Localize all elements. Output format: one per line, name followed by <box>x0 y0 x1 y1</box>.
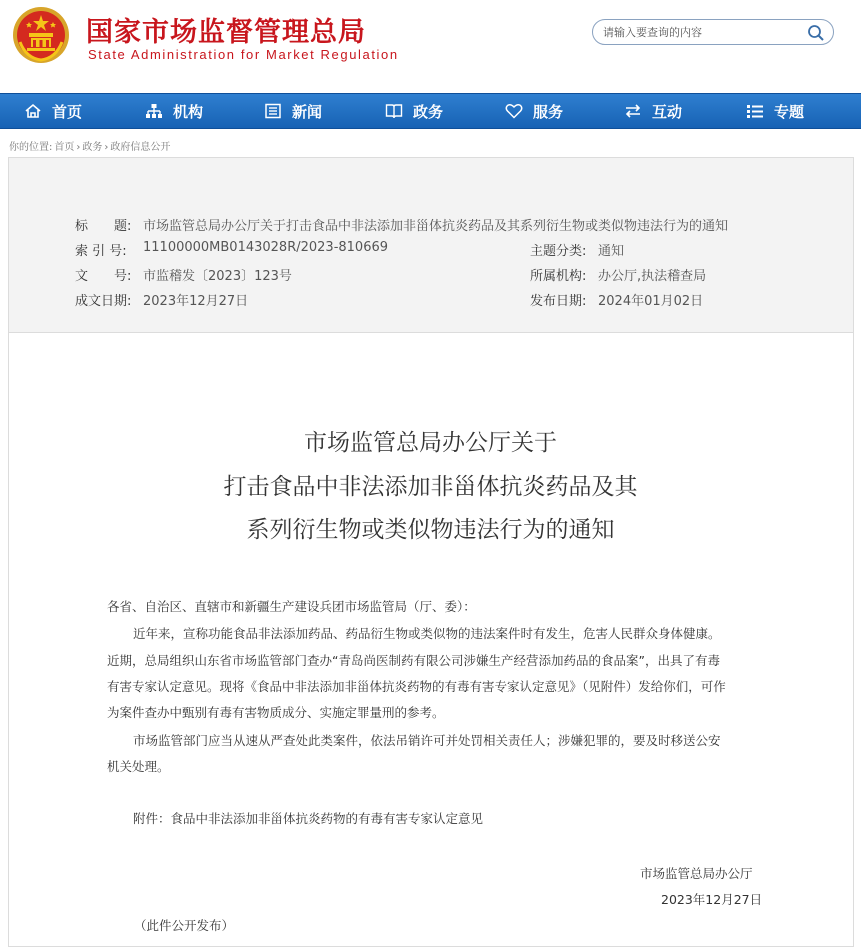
org-chart-icon <box>145 103 163 119</box>
attachment-link[interactable]: 附件：食品中非法添加非甾体抗炎药物的有毒有害专家认定意见 <box>133 811 484 826</box>
body-line: 为案件查办中甄别有毒有害物质成分、实施定罪量刑的参考。 <box>107 705 445 720</box>
national-emblem-icon[interactable] <box>12 6 70 64</box>
body-line: 近期，总局组织山东省市场监管部门查办“青岛尚医制药有限公司涉嫌生产经营添加药品的食品案”，出具了有毒 <box>107 653 720 668</box>
category-label: 主题分类: <box>530 244 587 259</box>
published-date-label: 发布日期: <box>530 294 587 309</box>
nav-label: 互动 <box>652 102 683 121</box>
home-icon <box>24 103 42 119</box>
breadcrumb <box>9 138 172 153</box>
document-title-line: 市场监管总局办公厅关于 <box>304 430 557 456</box>
org-value: 办公厅,执法稽查局 <box>598 269 707 284</box>
nav-item-topics[interactable] <box>746 94 804 128</box>
docno-value: 市监稽发〔2023〕123号 <box>143 269 292 284</box>
breadcrumb-item-home[interactable]: 首页 <box>54 142 75 153</box>
breadcrumb-item-info[interactable]: 政府信息公开 <box>110 142 171 153</box>
nav-item-news[interactable] <box>264 94 322 128</box>
published-date-value: 2024年01月02日 <box>598 294 704 309</box>
search-input[interactable] <box>603 24 793 40</box>
nav-item-interact[interactable] <box>624 94 682 128</box>
docno-label: 文 号: <box>75 269 132 284</box>
signature-date: 2023年12月27日 <box>661 892 763 907</box>
nav-label: 新闻 <box>292 102 323 121</box>
body-line: 近年来，宣称功能食品非法添加药品、药品衍生物或类似物的违法案件时有发生，危害人民群众身体健康。 <box>133 626 721 641</box>
newspaper-icon <box>264 103 282 119</box>
document-title-line: 系列衍生物或类似物违法行为的通知 <box>246 517 615 543</box>
nav-item-service[interactable] <box>505 94 563 128</box>
metadata-panel <box>9 158 853 333</box>
org-label: 所属机构: <box>530 269 587 284</box>
signature-org: 市场监管总局办公厅 <box>640 866 753 881</box>
site-name-cn[interactable]: 国家市场监督管理总局 <box>86 17 366 48</box>
site-name-en: State Administration for Market Regulation <box>88 47 399 62</box>
search-box <box>592 19 834 45</box>
nav-label: 专题 <box>774 102 805 121</box>
title-label: 标 题: <box>75 219 132 234</box>
nav-label: 机构 <box>173 102 204 121</box>
nav-label: 政务 <box>413 102 444 121</box>
main-nav <box>0 93 861 129</box>
site-header <box>0 0 861 92</box>
breadcrumb-separator: › <box>76 142 81 153</box>
index-value: 11100000MB0143028R/2023-810669 <box>143 240 389 255</box>
nav-label: 首页 <box>52 102 83 121</box>
search-icon[interactable] <box>807 24 825 42</box>
exchange-icon <box>624 103 642 119</box>
document-title-line: 打击食品中非法添加非甾体抗炎药品及其 <box>223 474 638 500</box>
title-value: 市场监管总局办公厅关于打击食品中非法添加非甾体抗炎药品及其系列衍生物或类似物违法行为的通知 <box>143 219 729 234</box>
heart-icon <box>505 103 523 119</box>
body-line: 市场监管部门应当从速从严查处此类案件，依法吊销许可并处罚相关责任人；涉嫌犯罪的，要及时移送公安 <box>133 733 721 748</box>
salutation: 各省、自治区、直辖市和新疆生产建设兵团市场监管局（厅、委）： <box>107 599 476 614</box>
nav-item-home[interactable] <box>24 94 82 128</box>
nav-item-gov[interactable] <box>385 94 443 128</box>
breadcrumb-prefix: 你的位置: <box>9 142 53 153</box>
breadcrumb-separator: › <box>104 142 109 153</box>
nav-label: 服务 <box>533 102 564 121</box>
written-date-label: 成文日期: <box>75 294 132 309</box>
index-label: 索 引 号: <box>75 244 127 259</box>
body-line: 有害专家认定意见。现将《食品中非法添加非甾体抗炎药物的有毒有害专家认定意见》（见附件）发给你们，可作 <box>107 679 726 694</box>
category-value: 通知 <box>598 244 625 259</box>
publish-note: （此件公开发布） <box>134 918 235 933</box>
list-icon <box>746 103 764 119</box>
written-date-value: 2023年12月27日 <box>143 294 249 309</box>
book-icon <box>385 103 403 119</box>
body-line: 机关处理。 <box>107 759 170 774</box>
content-frame <box>8 157 854 947</box>
nav-item-org[interactable] <box>145 94 203 128</box>
breadcrumb-item-gov[interactable]: 政务 <box>82 142 103 153</box>
